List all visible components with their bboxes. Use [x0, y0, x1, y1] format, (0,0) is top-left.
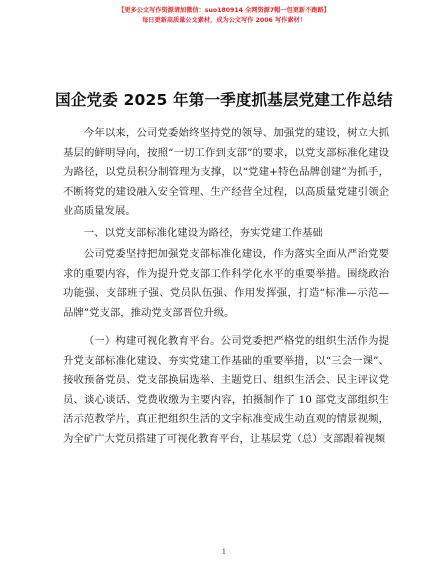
subsection-1-paragraph: （一）构建可视化教育平台。公司党委把严格党的组织生活作为提升党支部标准化建设、夯实党建工作基础的重要举措，以“三会一课”、接收预备党员、党支部换届选举、主题党日、组织生活会、民主评议党员、谈心谈话、党费收缴为主要内容，拍摄制作了 10 部党支部组织生活示范教学片，真正把组织生活的文字标准变成生动直观的情景视频，为全矿广大党员搭建了可视化教育平台，让基层党（总）支部跟着视频	[63, 335, 389, 445]
promo-banner	[0, 6, 448, 26]
section-1-paragraph: 公司党委坚持把加强党支部标准化建设，作为落实全面从严治党要求的重要内容，作为提升党支部工作科学化水平的重要举措。围绕政治功能强、支部班子强、党员队伍强、作用发挥强，打造“标准—示范—品牌”党支部，推动党支部晋位升级。	[63, 248, 389, 319]
page-number: 1	[221, 548, 227, 556]
intro-paragraph: 今年以来，公司党委始终坚持党的领导、加强党的建设，树立大抓基层的鲜明导向，按照“一切工作到支部”的要求，以党支部标准化建设为路径，以党员积分制管理为支撑，以“党建+特色品牌创建”为抓手，不断将党的建设融入安全管理、生产经营全过程，以高质量党建引领企业高质量发展。	[63, 127, 389, 217]
section-heading-1: 一、以党支部标准化建设为路径，夯实党建工作基础	[83, 226, 323, 239]
document-title: 国企党委 2025 年第一季度抓基层党建工作总结	[55, 91, 393, 109]
promo-banner-line-1: 【更多公文写作资源请加微信：suo180914 全网资源7帽一包更新不跑路】	[118, 7, 330, 14]
document-body	[63, 124, 389, 449]
promo-banner-line-2: 每日更新高质量公文素材，成为公文写作 2006 写作素材！	[142, 17, 306, 24]
